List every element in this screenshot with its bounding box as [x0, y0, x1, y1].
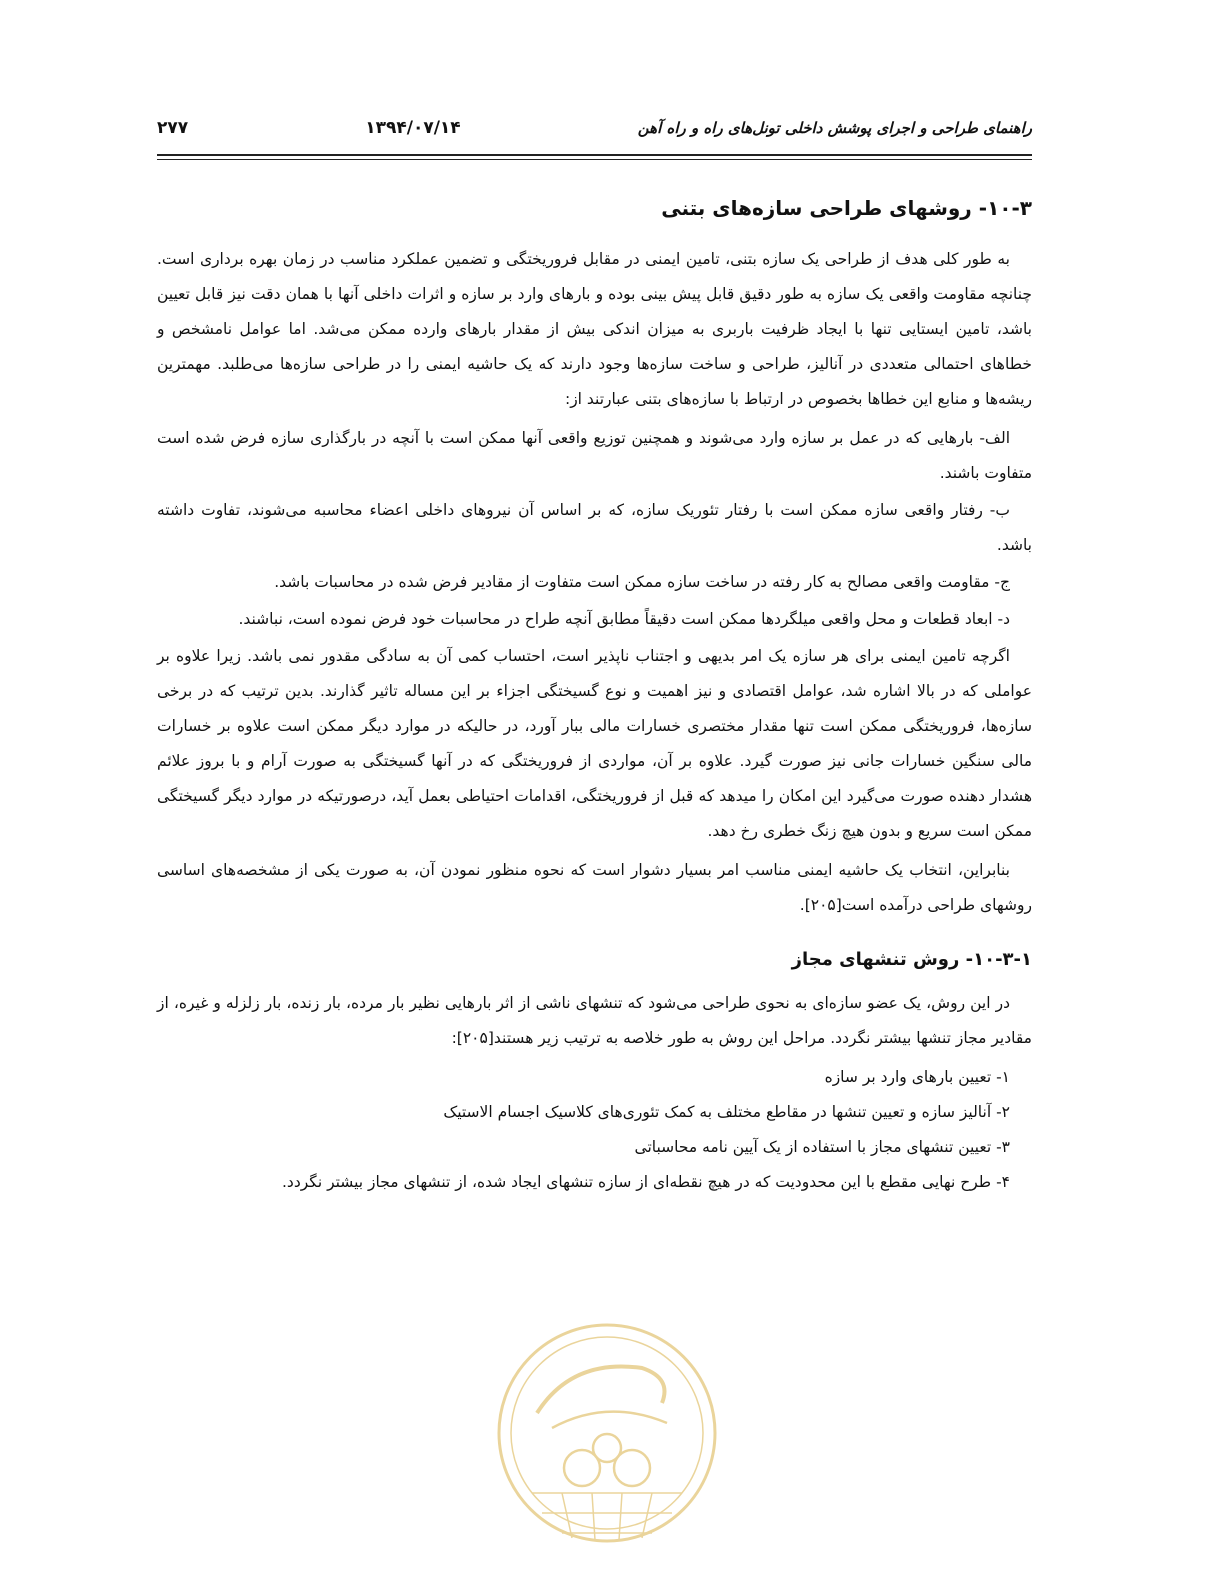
- list-item: ج- مقاومت واقعی مصالح به کار رفته در ساخت سازه ممکن است متفاوت از مقادیر فرض شده در محاسبات باشد.: [274, 573, 1010, 591]
- header-rule-thick: [157, 154, 1032, 156]
- list-item: الف- بارهایی که در عمل بر سازه وارد می‌شوند و همچنین توزیع واقعی آنها ممکن است با آنچه در بارگذاری سازه فرض شده است متفاوت باشند.: [157, 429, 1032, 482]
- body-paragraph: اگرچه تامین ایمنی برای هر سازه یک امر بدیهی و اجتناب ناپذیر است، احتساب کمی آن به سادگی مقدور نمی باشد. زیرا علاوه بر عواملی که در بالا اشاره شد، عوامل اقتصادی و نیز اهمیت و نوع گسیختگی اجزاء بر این مساله تاثیر گذارند. بدین ترتیب که در برخی سازه‌ها، فروریختگی ممکن است تنها مقدار مختصری خسارات مالی ببار آورد، در حالیکه در موارد دیگر ممکن است علاوه بر خسارات مالی سنگین خسارات جانی نیز صورت گیرد. علاوه بر آن، مواردی از فروریختگی که در آنها گسیختگی به صورت آرام و با بروز علائم هشدار دهنده صورت می‌گیرد این امکان را میدهد که قبل از فروریختگی، اقدامات احتیاطی بعمل آید، درصورتیکه در موارد دیگر گسیختگی ممکن است سریع و بدون هیچ زنگ خطری رخ دهد.: [157, 647, 1032, 840]
- step-item: ۴- طرح نهایی مقطع با این محدودیت که در هیچ نقطه‌ای از سازه تنشهای ایجاد شده، از تنشهای مجاز بیشتر نگردد.: [281, 1173, 1010, 1191]
- body-paragraph: به طور کلی هدف از طراحی یک سازه بتنی، تامین ایمنی در مقابل فروریختگی و تضمین عملکرد مناسب در زمان بهره برداری است. چنانچه مقاومت واقعی یک سازه به طور دقیق قابل پیش بینی بوده و بارهای وارد بر سازه و اثرات داخلی آنها با همان دقت نیز قابل تعیین باشد، تامین ایستایی تنها با ایجاد ظرفیت باربری به میزان اندکی بیش از مقدار بارهای وارده ممکن می‌شد. اما عوامل نامشخص و خطاهای احتمالی متعددی در آنالیز، طراحی و ساخت سازه‌ها وجود دارند که یک حاشیه ایمنی را در طراحی سازه‌ها می‌طلبد. مهمترین ریشه‌ها و منابع این خطاها بخصوص در ارتباط با سازه‌های بتنی عبارتند از:: [157, 250, 1032, 408]
- subsection-intro: در این روش، یک عضو سازه‌ای به نحوی طراحی می‌شود که تنشهای ناشی از اثر بارهایی نظیر بار مرده، بار زنده، بار زلزله و غیره، از مقادیر مجاز تنشها بیشتر نگردد. مراحل این روش به طور خلاصه به ترتیب زیر هستند[۲۰۵]:: [157, 994, 1032, 1047]
- page-number: ۲۷۷: [157, 118, 189, 138]
- step-item: ۲- آنالیز سازه و تعیین تنشها در مقاطع مختلف به کمک تئوری‌های کلاسیک اجسام الاستیک: [443, 1103, 1010, 1121]
- watermark-seal: [492, 1318, 722, 1548]
- book-title: راهنمای طراحی و اجرای پوشش داخلی تونل‌های راه و راه آهن: [637, 119, 1032, 137]
- body-paragraph: بنابراین، انتخاب یک حاشیه ایمنی مناسب امر بسیار دشوار است که نحوه منظور نمودن آن، به صورت یکی از مشخصه‌های اساسی روشهای طراحی درآمده است[۲۰۵].: [157, 861, 1032, 914]
- list-item: د- ابعاد قطعات و محل واقعی میلگردها ممکن است دقیقاً مطابق آنچه طراح در محاسبات خود فرض نموده است، نباشند.: [238, 610, 1010, 628]
- step-item: ۳- تعیین تنشهای مجاز با استفاده از یک آیین نامه محاسباتی: [634, 1138, 1010, 1156]
- running-header: [157, 118, 1032, 150]
- list-item: ب- رفتار واقعی سازه ممکن است با رفتار تئوریک سازه، که بر اساس آن نیروهای داخلی اعضاء محاسبه می‌شوند، تفاوت داشته باشد.: [157, 501, 1032, 554]
- subsection-heading: ۱۰-۳-۱- روش تنشهای مجاز: [791, 949, 1032, 970]
- header-rule-thin: [157, 159, 1032, 160]
- step-item: ۱- تعیین بارهای وارد بر سازه: [824, 1068, 1010, 1086]
- document-date: ۱۳۹۴/۰۷/۱۴: [365, 118, 461, 138]
- document-page: [157, 118, 1032, 1200]
- section-heading: ۱۰-۳- روشهای طراحی سازه‌های بتنی: [661, 196, 1032, 220]
